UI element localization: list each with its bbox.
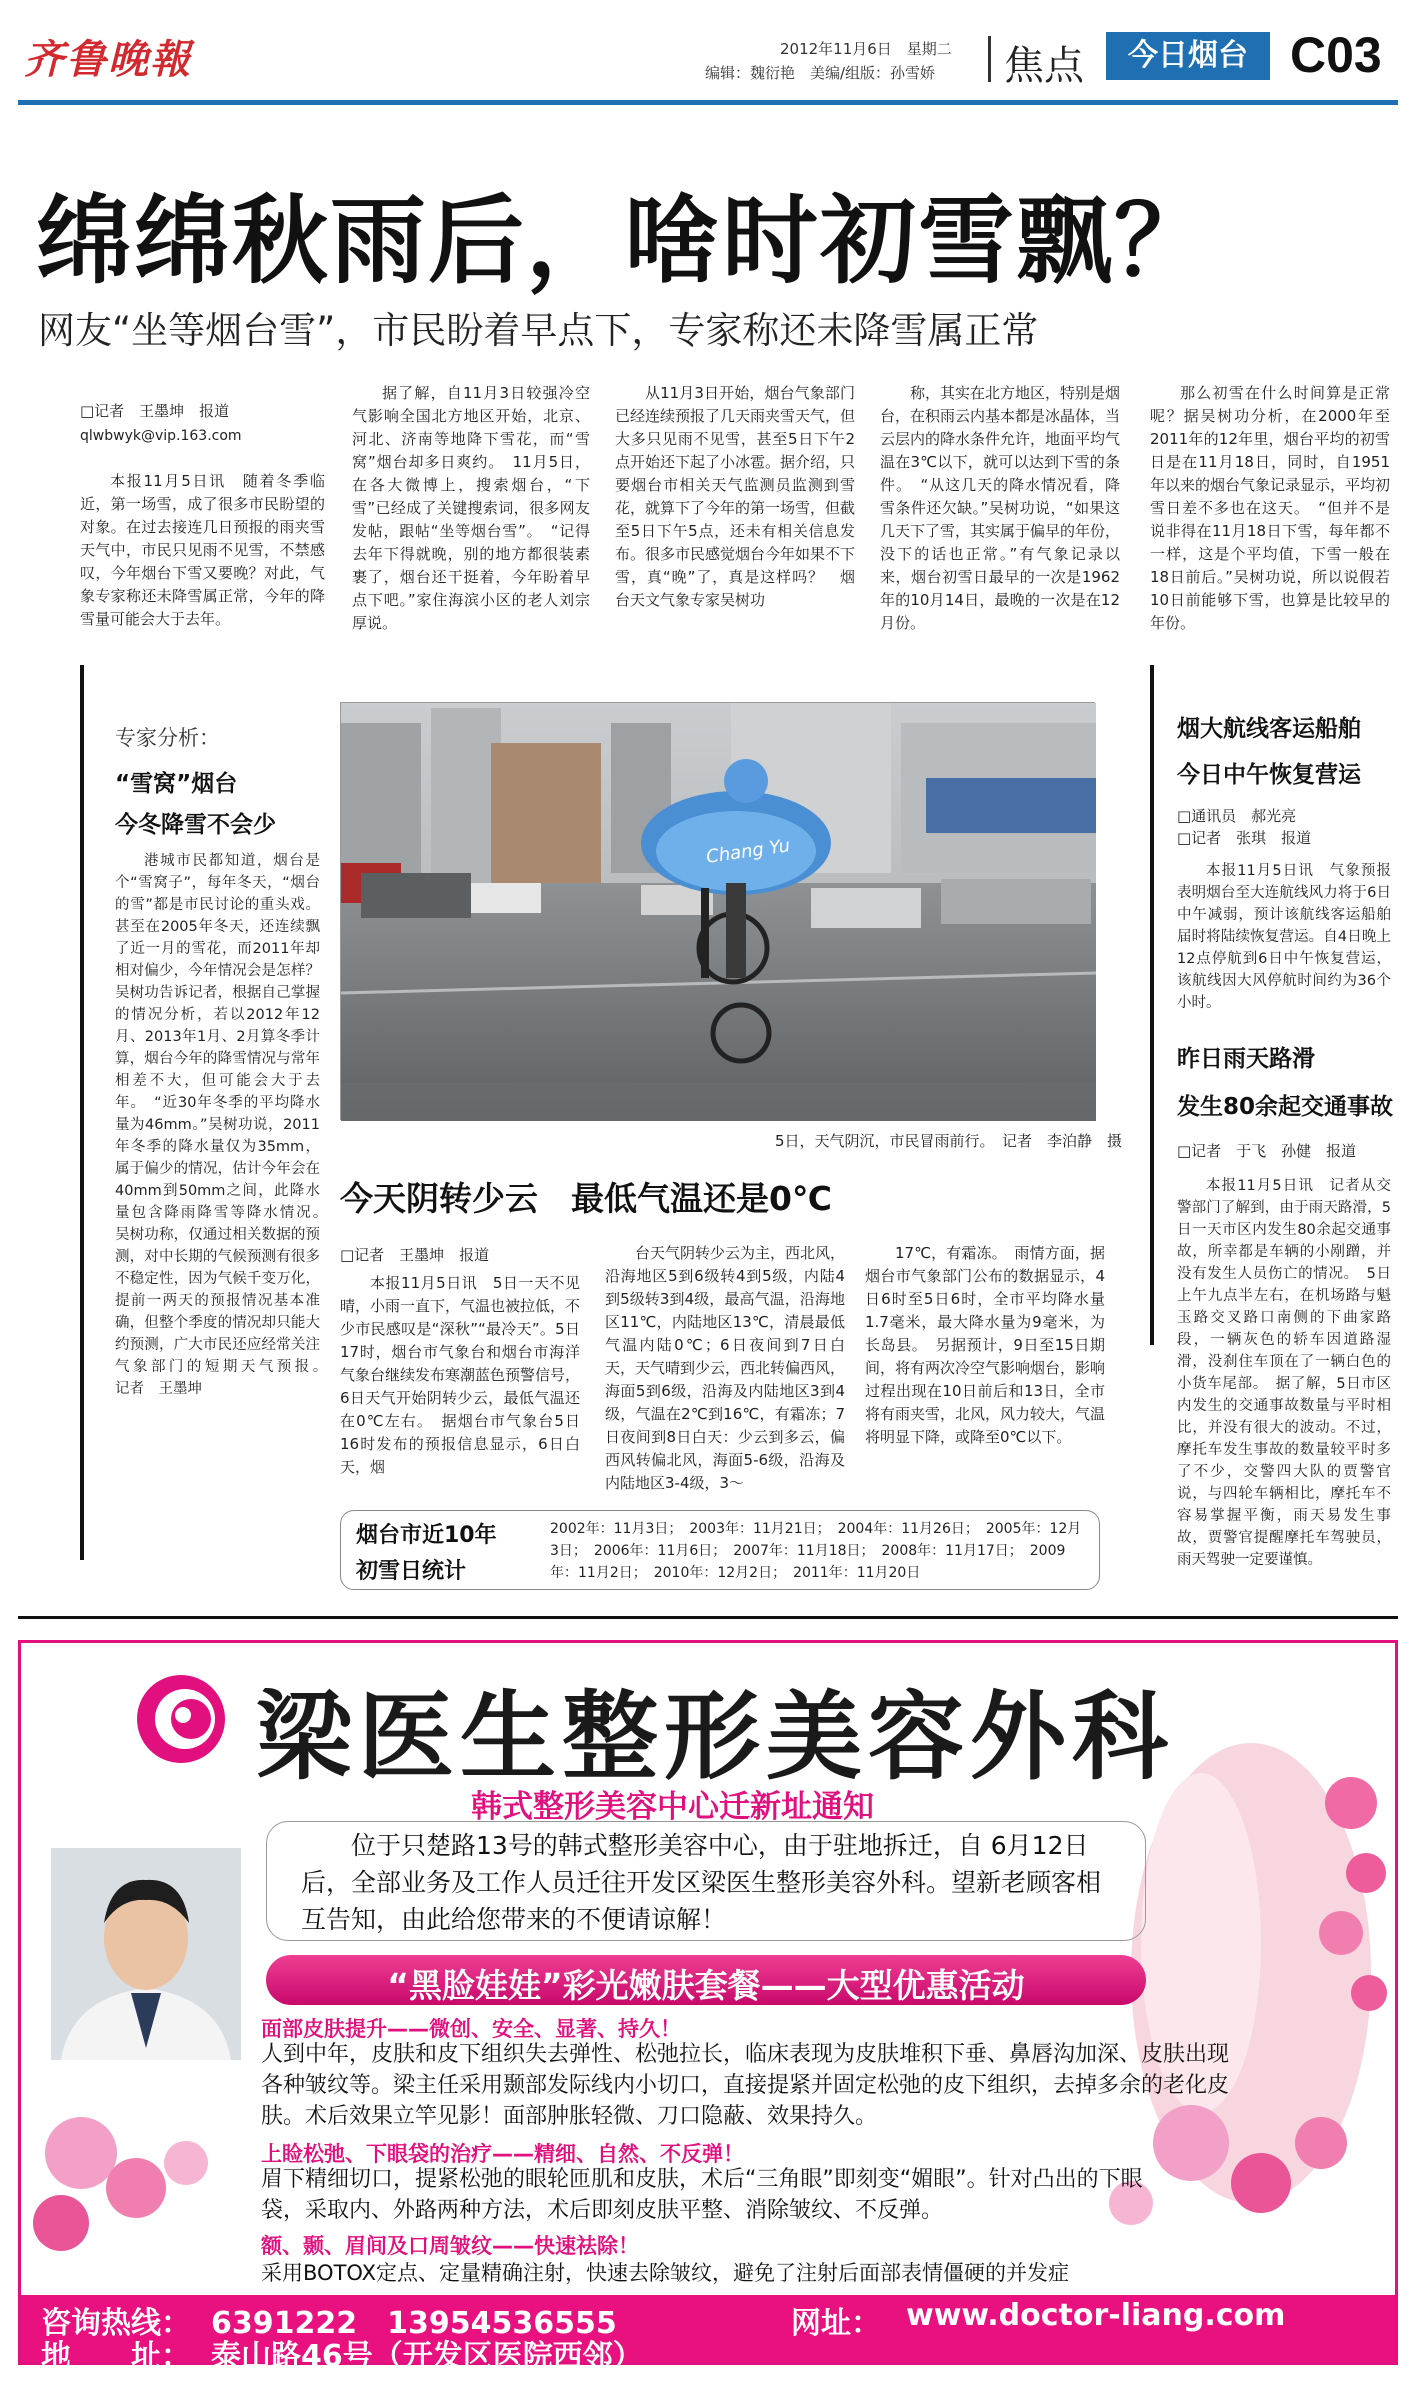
traffic-byline: □记者 于飞 孙健 报道 bbox=[1177, 1142, 1357, 1160]
snow-stats-title-2: 初雪日统计 bbox=[356, 1559, 467, 1584]
issue-date: 2012年11月6日 星期二 bbox=[780, 40, 952, 58]
newspaper-logo: 齐鲁晚報 bbox=[24, 36, 192, 83]
website-label: 网址： bbox=[791, 2306, 881, 2341]
lead-col-5: 那么初雪在什么时间算是正常呢？据吴树功分析，在2000年至2011年的12年里，烟台平均的初雪日是在11月18日，同时，自1951年以来的烟台气象记录显示，平均初雪日差不多也在这天。 “但并不是说非得在11月18日下雪，每年都不一样，这是个平均值，下雪一般在18日前后。”吴树功说，所以说假若10日前能够下雪，也算是比较早的年份。 bbox=[1150, 384, 1391, 632]
section-tab[interactable]: 今日烟台 bbox=[1106, 32, 1270, 80]
weather-title: 今天阴转少云 最低气温还是0℃ bbox=[340, 1179, 832, 1218]
notice-body: 位于只楚路13号的韩式整形美容中心，由于驻地拆迁，自 6月12日后，全部业务及工作人员迁往开发区梁医生整形美容外科。望新老顾客相互告知，由此给您带来的不便请谅解！ bbox=[301, 1831, 1102, 1934]
service-1-title: 面部皮肤提升——微创、安全、显著、持久！ bbox=[261, 2017, 681, 2041]
lead-col-2: 据了解，自11月3日较强冷空气影响全国北方地区开始，北京、河北、济南等地降下雪花，而“雪窝”烟台却多日爽约。 11月5日，在各大微博上，搜索烟台，“下雪”已经成了关键搜索词，很多网友发帖，跟帖“坐等烟台雪”。 “记得去年下得就晚，别的地方都很装素裹了，烟台还干挺着，今年盼着早点下吧。”家住海滨小区的老人刘宗厚说。 bbox=[352, 384, 590, 632]
ferry-title-2: 今日中午恢复营运 bbox=[1177, 762, 1361, 788]
address-label: 地 址： bbox=[41, 2339, 191, 2374]
snow-stats-list: 2002年：11月3日； 2003年：11月21日； 2004年：11月26日； 2005年：12月3日； 2006年：11月6日； 2007年：11月18日； 2008年：11月17日； 2009年：11月2日； 2010年：12月2日； 2011年：11月20日 bbox=[550, 1521, 1082, 1581]
lead-col-4: 称，其实在北方地区，特别是烟台，在积雨云内基本都是冰晶体，当云层内的降水条件允许，地面平均气温在3℃以下，就可以达到下雪的条件。 “从这几天的降水情况看，降雪条件还欠缺。”吴树功说，“如果这几天下了雪，其实属于偏早的年份，没下的话也正常。”有气象记录以来，烟台初雪日最早的一次是1962年的10月14日，最晚的一次是在12月份。 bbox=[880, 384, 1121, 632]
clinic-name: 梁医生整形美容外科 bbox=[256, 1680, 1174, 1793]
ferry-byline-1: □通讯员 郝光亮 bbox=[1177, 807, 1297, 825]
photo-caption: 5日，天气阴沉，市民冒雨前行。 记者 李泊静 摄 bbox=[775, 1132, 1123, 1150]
weather-col-1: 本报11月5日讯 5日一天不见晴，小雨一直下，气温也被拉低，不少市民感叹是“深秋”“最冷天”。5日17时，烟台市气象台和烟台市海洋气象台继续发布寒潮蓝色预警信号，6日天气开始阴转少云，最低气温还在0℃左右。 据烟台市气象台5日16时发布的预报信息显示，6日白天，烟 bbox=[340, 1274, 581, 1476]
expert-body: 港城市民都知道，烟台是个“雪窝子”，每年冬天，“烟台的雪”都是市民讨论的重头戏。甚至在2005年冬天，还连续飘了近一月的雪花，而2011年却相对偏少，今年情况会是怎样？ 吴树功告诉记者，根据自己掌握的情况分析，若以2012年12月、2013年1月、2月算冬季计算，烟台今年的降雪情况与常年相差不大，但可能会大于去年。 “近30年冬季的平均降水量为46mm。”吴树功说，2011年冬季的降水量仅为35mm，属于偏少的情况，估计今年会在40mm到50mm之间，此降水量包含降雨降雪等降水情况。 吴树功称，仅通过相关数据的预测，对中长期的气候预测有很多不稳定性，因为气候千变万化，提前一两天的预报情况基本准确，但整个季度的情况却只能大约预测，广大市民还应经常关注气象部门的短期天气预报。 记者 王墨坤 bbox=[115, 853, 349, 1397]
header-divider bbox=[988, 36, 991, 82]
ad-frame bbox=[18, 1640, 1398, 2374]
editorial-bottom-rule bbox=[18, 1616, 1398, 1619]
service-1-body: 人到中年，皮肤和皮下组织失去弹性、松弛拉长，临床表现为皮肤堆积下垂、鼻唇沟加深、皮肤出现各种皱纹等。梁主任采用颞部发际线内小切口，直接提紧并固定松弛的皮下组织，去掉多余的老化皮肤。术后效果立竿见影！面部肿胀轻微、刀口隐蔽、效果持久。 bbox=[261, 2042, 1230, 2129]
doctor-photo bbox=[51, 1848, 241, 2060]
service-3-body: 采用BOTOX定点、定量精确注射，快速去除皱纹，避免了注射后面部表情僵硬的并发症 bbox=[261, 2261, 1069, 2285]
lead-col-1: 本报11月5日讯 随着冬季临近，第一场雪，成了很多市民盼望的对象。在过去接连几日预报的雨夹雪天气中，市民只见雨不见雪，不禁感叹，今年烟台下雪又要晚？对此，气象专家称还未降雪属正常，今年的降雪量可能会大于去年。 bbox=[80, 472, 325, 628]
hotline-label: 咨询热线： bbox=[41, 2306, 191, 2341]
expert-box-frame bbox=[80, 665, 84, 1560]
section-title: 焦点 bbox=[1004, 43, 1084, 89]
lead-email: qlwbwyk@vip.163.com bbox=[80, 428, 242, 444]
weather-col-2: 台天气阴转少云为主，西北风，沿海地区5到6级转4到5级，内陆4到5级转3到4级，最高气温，沿海地区11℃，内陆地区13℃，清晨最低气温内陆0℃；6日夜间到7日白天，天气晴到少云，西北转偏西风，海面5到6级，沿海及内陆地区3到4级，气温在2℃到16℃，有霜冻；7日夜间到8日白天：少云到多云，偏西风转偏北风，海面5-6级，沿海及内陆地区3-4级，3～ bbox=[605, 1244, 846, 1492]
service-2-body: 眉下精细切口，提紧松弛的眼轮匝肌和皮肤，术后“三角眼”即刻变“媚眼”。针对凸出的下眼袋，采取内、外路两种方法，术后即刻皮肤平整、消除皱纹、不反弹。 bbox=[261, 2167, 1143, 2223]
ferry-byline-2: □记者 张琪 报道 bbox=[1177, 829, 1312, 847]
ferry-body: 本报11月5日讯 气象预报表明烟台至大连航线风力将于6日中午减弱，预计该航线客运船舶届时将陆续恢复营运。自4日晚上12点停航到6日中午恢复营运，该航线因大风停航时间约为36个小时。 bbox=[1177, 863, 1391, 1011]
right-sidebar-rule bbox=[1150, 665, 1154, 1345]
expert-label: 专家分析： bbox=[115, 726, 220, 750]
editor-credits: 编辑：魏衍艳 美编/组版：孙雪娇 bbox=[705, 64, 936, 82]
lead-col-3: 从11月3日开始，烟台气象部门已经连续预报了几天雨夹雪天气，但大多只见雨不见雪，甚至5日下午2点开始还下起了小冰雹。据介绍，只要烟台市相关天气监测员监测到雪花，就算下了今年的第一场雪，但截至5日下午5点，还未有相关信息发布。很多市民感觉烟台今年如果不下雪，真“晚”了，真是这样吗？ 烟台天文气象专家吴树功 bbox=[615, 384, 856, 609]
ferry-title-1: 烟大航线客运船舶 bbox=[1177, 716, 1361, 742]
news-photo bbox=[340, 702, 1095, 1120]
headline: 绵绵秋雨后，啥时初雪飘？ bbox=[36, 184, 1212, 297]
promo-title: “黑脸娃娃”彩光嫩肤套餐——大型优惠活动 bbox=[387, 1966, 1025, 2005]
header-rule bbox=[18, 100, 1398, 105]
website-link[interactable]: www.doctor-liang.com bbox=[906, 2298, 1286, 2333]
address-text: 泰山路46号（开发区医院西邻） bbox=[211, 2339, 643, 2374]
traffic-title-2: 发生80余起交通事故 bbox=[1177, 1094, 1394, 1120]
expert-title-2: 今冬降雪不会少 bbox=[115, 812, 276, 838]
service-2-title: 上睑松弛、下眼袋的治疗——精细、自然、不反弹！ bbox=[261, 2142, 744, 2166]
weather-col-3: 17℃，有霜冻。 雨情方面，据烟台市气象部门公布的数据显示，4日6时至5日6时，全市平均降水量1.7毫米，最大降水量为9毫米，为长岛县。 另据预计，9日至15日期间，将有两次冷空气影响烟台，影响过程出现在10日前后和13日，全市将有雨夹雪，北风，风力较大，气温将明显下降，或降至0℃以下。 bbox=[865, 1244, 1106, 1446]
subheadline: 网友“坐等烟台雪”，市民盼着早点下，专家称还未降雪属正常 bbox=[38, 309, 1039, 352]
traffic-body: 本报11月5日讯 记者从交警部门了解到，由于雨天路滑，5日一天市区内发生80余起交通事故，所幸都是车辆的小剐蹭，并没有发生人员伤亡的情况。 5日上午九点半左右，在机场路与魁玉路交叉路口南侧的下曲家路段，一辆灰色的轿车因道路湿滑，没刹住车顶在了一辆白色的小货车尾部。 据了解，5日市区内发生的交通事故数量与平时相比，并没有很大的波动。不过，摩托车发生事故的数量较平时多了不少，交警四大队的贾警官说，与四轮车辆相比，摩托车不容易掌握平衡，雨天易发生事故，贾警官提醒摩托车驾驶员，雨天驾驶一定要谨慎。 bbox=[1177, 1178, 1391, 1568]
snow-stats-title-1: 烟台市近10年 bbox=[356, 1523, 497, 1548]
lead-byline: □记者 王墨坤 报道 bbox=[80, 402, 230, 420]
poncho-text: Chang Yu bbox=[704, 835, 792, 868]
page-number: C03 bbox=[1290, 27, 1382, 83]
clinic-logo-icon bbox=[133, 1671, 229, 1767]
hotline-number[interactable]: 6391222 13954536555 bbox=[211, 2306, 617, 2341]
notice-title: 韩式整形美容中心迁新址通知 bbox=[471, 1789, 874, 1825]
traffic-title-1: 昨日雨天路滑 bbox=[1177, 1046, 1315, 1072]
service-3-title: 额、颞、眉间及口周皱纹——快速祛除！ bbox=[261, 2234, 639, 2258]
expert-title-1: “雪窝”烟台 bbox=[115, 771, 238, 797]
weather-byline: □记者 王墨坤 报道 bbox=[340, 1246, 490, 1264]
